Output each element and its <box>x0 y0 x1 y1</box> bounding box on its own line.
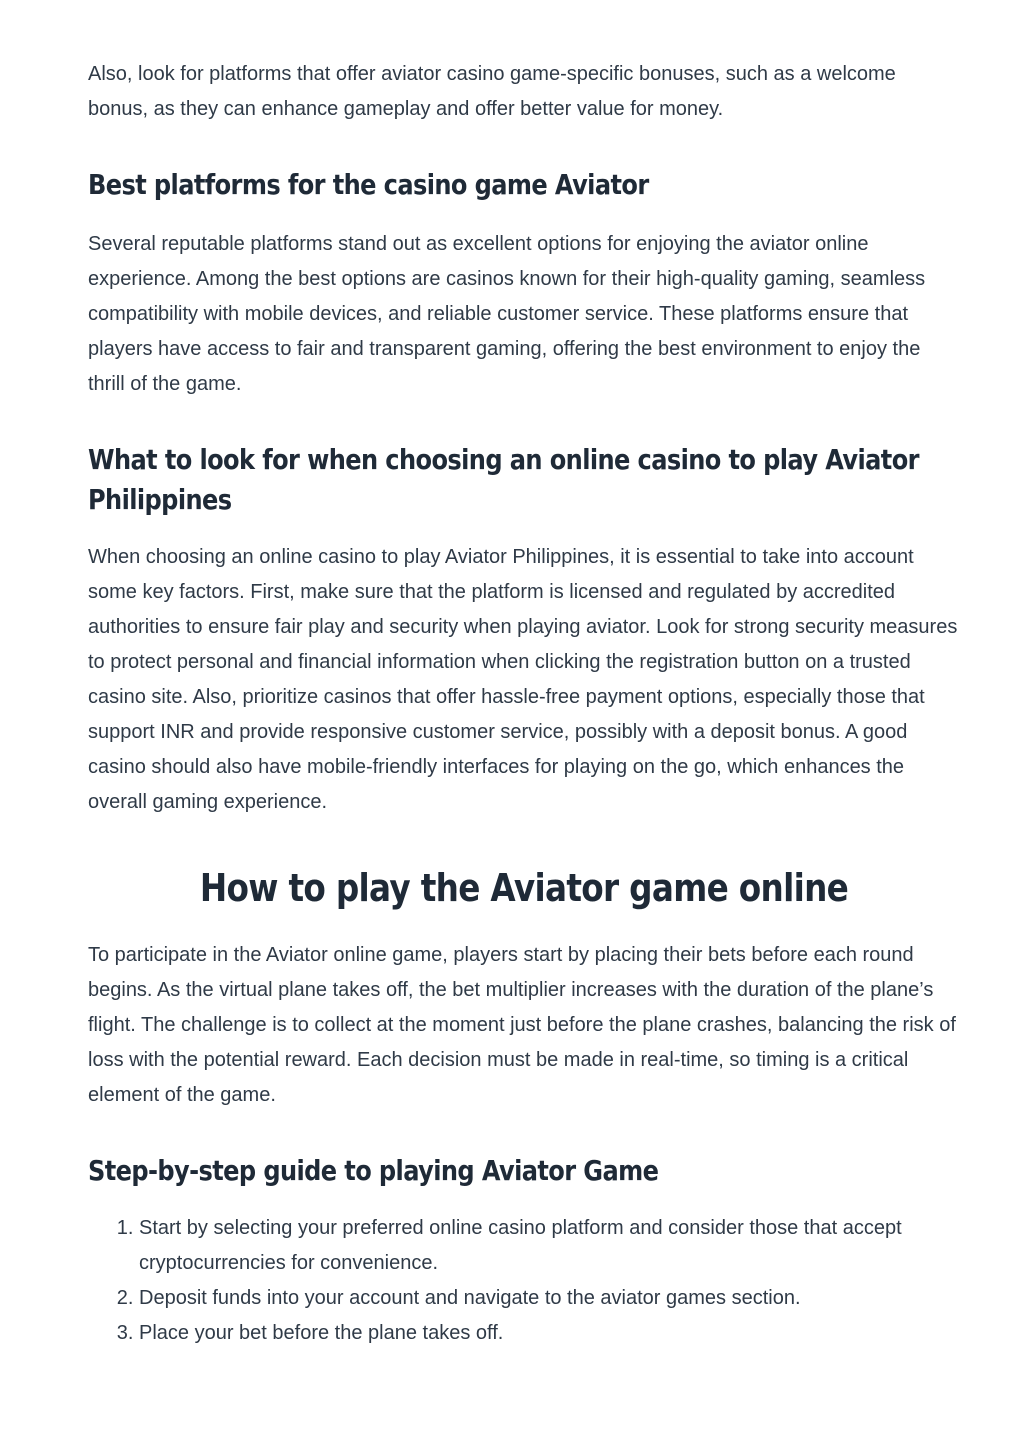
step-item-1: 1. Start by selecting your preferred online casino platform and consider those that accept cryptocurrencies for convenience. <box>139 1211 960 1281</box>
step-item-3: 3. Place your bet before the plane takes off. <box>139 1316 960 1351</box>
how-to-play-paragraph: To participate in the Aviator online game, players start by placing their bets before each round begins. As the virtual plane takes off, the bet multiplier increases with the duration of the plane’s flight. The challenge is to collect at the moment just before the plane crashes, balancing the risk of loss with the potential reward. Each decision must be made in real-time, so timing is a critical element of the game. <box>88 944 956 1106</box>
what-to-look-for-paragraph: When choosing an online casino to play Aviator Philippines, it is essential to take into account some key factors. First, make sure that the platform is licensed and regulated by accredited authorities to ensure fair play and security when playing aviator. Look for strong security measures to protect personal and financial information when clicking the registration button on a trusted casino site. Also, prioritize casinos that offer hassle-free payment options, especially those that support INR and provide responsive customer service, possibly with a deposit bonus. A good casino should also have mobile-friendly interfaces for playing on the go, which enhances the overall gaming experience. <box>88 546 958 813</box>
what-to-look-for-heading: What to look for when choosing an online casino to play Aviator Philippines <box>88 443 919 516</box>
best-platforms-heading: Best platforms for the casino game Aviator <box>88 168 649 201</box>
step-item-2: 2. Deposit funds into your account and navigate to the aviator games section. <box>139 1281 960 1316</box>
how-to-play-heading: How to play the Aviator game online <box>199 866 849 910</box>
intro-paragraph: Also, look for platforms that offer aviator casino game-specific bonuses, such as a welcome bonus, as they can enhance gameplay and offer better value for money. <box>88 63 896 120</box>
steps-list <box>88 1211 960 1351</box>
step-by-step-heading: Step-by-step guide to playing Aviator Game <box>88 1154 659 1187</box>
best-platforms-paragraph: Several reputable platforms stand out as excellent options for enjoying the aviator online experience. Among the best options are casinos known for their high-quality gaming, seamless compatibility with mobile devices, and reliable customer service. These platforms ensure that players have access to fair and transparent gaming, offering the best environment to enjoy the thrill of the game. <box>88 233 926 395</box>
document-page <box>88 56 960 1351</box>
